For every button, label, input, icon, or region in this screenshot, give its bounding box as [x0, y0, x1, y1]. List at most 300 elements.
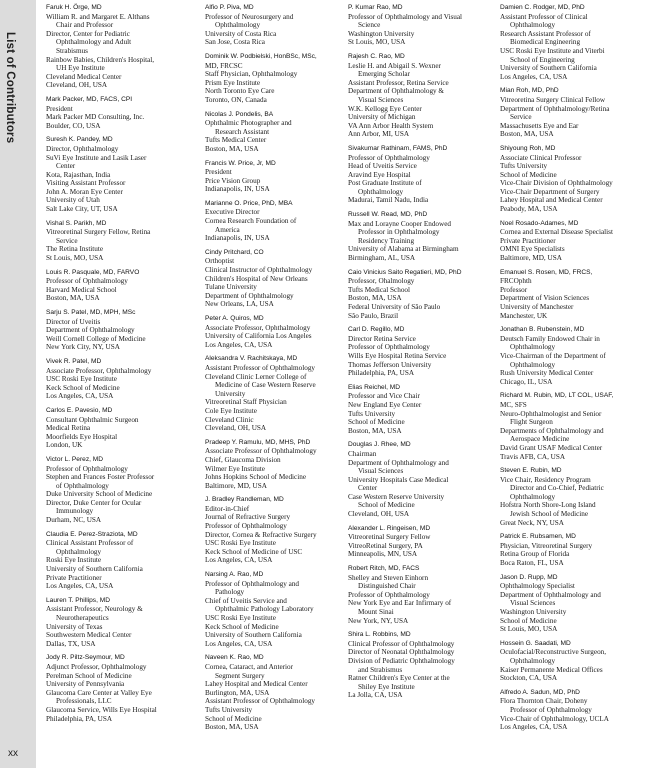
contributor-affiliation-line: Ophthalmology	[510, 656, 556, 665]
contributor-affiliation-line: New England Eye Center	[348, 400, 422, 409]
contributor-name: Claudia E. Perez-Straziota, MD	[46, 530, 138, 538]
contributor-affiliation-line: Boston, MA, USA	[348, 294, 402, 303]
contributor-entry	[46, 269, 196, 303]
contributor-affiliation-line: New Orleans, LA, USA	[205, 300, 274, 309]
contributor-affiliation-line: Los Angeles, CA, USA	[205, 340, 273, 349]
contributor-affiliation-line: America	[215, 225, 240, 234]
contributor-affiliation-line: VitreoRetinal Surgery, PA	[348, 541, 423, 550]
contributor-name: Douglas J. Rhee, MD	[348, 441, 411, 449]
contributor-affiliation-line: Immunology	[56, 507, 94, 516]
contributor-affiliation-line: Professor of Ophthalmology and	[205, 579, 300, 588]
contributor-affiliation-line: Ophthalmic Photographer and	[205, 119, 292, 128]
contributor-affiliation-line: Los Angeles, CA, USA	[46, 582, 114, 591]
contributor-entry	[205, 654, 355, 731]
contributor-entry	[500, 269, 650, 321]
contributor-entry	[348, 631, 498, 700]
contributor-affiliation-line: President	[46, 104, 73, 113]
contributor-affiliation-line: Tufts Medical Center	[205, 136, 267, 145]
contributor-name: Robert Ritch, MD, FACS	[348, 565, 420, 573]
contributor-entry	[348, 145, 498, 205]
contributor-affiliation-line: Los Angeles, CA, USA	[500, 72, 568, 81]
contributor-entry	[205, 571, 355, 648]
contributor-affiliation-line: Ophthalmology	[510, 21, 556, 30]
contributor-affiliation-line: Vice-Chair of Ophthalmology, UCLA	[500, 714, 609, 723]
contributor-affiliation-line: Professor of Ophthalmology	[46, 464, 128, 473]
contributor-affiliation-line: Assistant Professor, Neurology &	[46, 605, 143, 614]
contributors-column-4	[500, 4, 650, 738]
contributor-affiliation-line: Flight Surgeon	[510, 418, 553, 427]
contributor-affiliation-line: Cleveland Clinic Lerner College of	[205, 372, 307, 381]
contributor-affiliation-line: Chicago, IL, USA	[500, 377, 553, 386]
contributor-affiliation-line: Jewish School of Medicine	[510, 510, 589, 519]
contributor-affiliation-line: Mark Packer MD Consulting, Inc.	[46, 113, 145, 122]
contributor-affiliation-line: Massachusetts Eye and Ear	[500, 121, 579, 130]
contributor-affiliation-line: Washington University	[500, 608, 567, 616]
contributor-entry	[46, 136, 196, 213]
contributor-affiliation-line: Prism Eye Institute	[205, 78, 261, 87]
contributor-affiliation-line: Professor of Ophthalmology	[348, 153, 430, 162]
contributor-affiliation-line: Professor of Ophthalmology	[348, 590, 430, 599]
contributor-name: Suresh K. Pandey, MD	[46, 136, 113, 144]
page-number: xx	[8, 748, 18, 759]
contributor-affiliation-line: Leslie H. and Abigail S. Wexner	[348, 61, 441, 70]
contributor-name: Jason D. Rupp, MD	[500, 573, 558, 581]
contributor-affiliation-line: Ophthalmology	[215, 21, 261, 30]
contributor-affiliation-line: Kaiser Permanente Medical Offices	[500, 665, 603, 674]
contributor-affiliation-line: Cleveland, OH, USA	[348, 510, 410, 519]
contributor-entry	[500, 4, 650, 81]
contributor-affiliation-line: Los Angeles, CA, USA	[46, 392, 114, 401]
contributor-affiliation-line: Professor of Ophthalmology	[46, 277, 128, 286]
contributor-affiliation-line: Boston, MA, USA	[500, 130, 554, 139]
contributor-name: Jody R. Piltz-Seymour, MD	[46, 654, 125, 662]
contributor-affiliation-line: University of Pennsylvania	[46, 680, 125, 689]
contributor-affiliation-line: Lahey Hospital and Medical Center	[500, 196, 603, 205]
contributor-affiliation-line: New York City, NY, USA	[46, 343, 120, 352]
contributor-affiliation-line: Los Angeles, CA, USA	[205, 556, 273, 565]
contributor-entry	[46, 309, 196, 352]
contributor-affiliation-line: Keck School of Medicine of USC	[205, 547, 303, 556]
contributor-name: Richard M. Rubin, MD, LT COL, USAF,	[500, 392, 614, 400]
contributor-affiliation-line: Research Assistant	[215, 127, 270, 136]
contributor-affiliation-line: Washington University	[348, 29, 415, 38]
contributor-affiliation-line: Chief, Glaucoma Division	[205, 455, 281, 464]
contributor-affiliation-line: Baltimore, MD, USA	[500, 254, 562, 263]
contributor-name: Elias Reichel, MD	[348, 383, 401, 391]
contributor-affiliation-line: OMNI Eye Specialists	[500, 245, 565, 254]
contributor-affiliation-line: of Ophthalmology	[56, 481, 109, 490]
contributor-affiliation-line: Shiley Eye Institute	[358, 682, 415, 691]
contributor-affiliation-line: Philadelphia, PA, USA	[46, 714, 113, 723]
contributor-affiliation-line: Pathology	[215, 588, 245, 597]
contributor-affiliation-line: Lahey Hospital and Medical Center	[205, 680, 308, 689]
contributor-affiliation-line: Salt Lake City, UT, USA	[46, 205, 118, 214]
contributor-name: Narsing A. Rao, MD	[205, 571, 264, 579]
contributor-affiliation-line: The Retina Institute	[46, 245, 104, 254]
contributor-entry	[205, 315, 355, 349]
contributor-name: J. Bradley Randleman, MD	[205, 496, 284, 504]
contributor-affiliation-line: Aerospace Medicine	[510, 435, 570, 444]
contributor-name: Alfio P. Piva, MD	[205, 4, 254, 11]
contributors-column-3	[348, 4, 498, 706]
contributors-column-2	[205, 4, 355, 738]
contributor-name: Vishal S. Parikh, MD	[46, 219, 107, 227]
contributor-entry	[500, 689, 650, 732]
contributor-affiliation-line: President	[205, 168, 232, 177]
contributor-name: Victor L. Perez, MD	[46, 455, 104, 463]
contributor-affiliation-line: Director and Co-Chief, Pediatric	[510, 484, 604, 493]
contributor-affiliation-line: Editor-in-Chief	[205, 504, 250, 513]
contributor-name: Dominik W. Podbielski, HonBSc, MSc,	[205, 52, 317, 60]
contributor-name: Cindy Pritchard, CO	[205, 248, 264, 256]
contributor-affiliation-line: School of Medicine	[205, 714, 262, 723]
contributor-affiliation-line: Cleveland Clinic	[205, 415, 254, 424]
contributor-affiliation-line: Minneapolis, MN, USA	[348, 550, 418, 559]
contributor-affiliation-line: Dallas, TX, USA	[46, 639, 96, 648]
contributor-affiliation-line: Consultant Ophthalmic Surgeon	[46, 415, 139, 424]
contributor-entry	[348, 384, 498, 436]
contributor-affiliation-line: Ophthalmology	[510, 360, 556, 369]
contributor-name: Nicolas J. Pondelis, BA	[205, 110, 274, 118]
contributor-affiliation-line: New York Eye and Ear Infirmary of	[348, 599, 452, 608]
contributor-name: Sarju S. Patel, MD, MPH, MSc	[46, 309, 136, 316]
contributor-affiliation-line: Vice-Chairman of the Department of	[500, 351, 606, 360]
contributor-entry	[500, 145, 650, 214]
contributor-name: Jonathan B. Rubenstein, MD	[500, 326, 585, 334]
contributor-affiliation-line: Stockton, CA, USA	[500, 674, 558, 683]
contributor-affiliation-line: School of Medicine	[500, 616, 557, 625]
contributor-name: Lauren T. Phillips, MD	[46, 596, 111, 604]
contributor-affiliation-line: Kota, Rajasthan, India	[46, 170, 111, 179]
contributor-name: Mark Packer, MD, FACS, CPI	[46, 95, 133, 103]
contributor-affiliation-line: David Grant USAF Medical Center	[500, 443, 603, 452]
contributor-name: Louis R. Pasquale, MD, FARVO	[46, 268, 140, 276]
contributor-affiliation-line: Moorfields Eye Hospital	[46, 432, 118, 441]
contributor-entry	[500, 326, 650, 386]
contributor-affiliation-line: São Paulo, Brazil	[348, 311, 399, 320]
contributor-affiliation-line: Department of Ophthalmology	[205, 291, 294, 300]
contributor-affiliation-line: Ophthalmology Specialist	[500, 582, 575, 591]
contributor-affiliation-line: San Jose, Costa Rica	[205, 38, 265, 47]
contributor-affiliation-line: Tulane University	[205, 283, 257, 292]
contributor-affiliation-line: Director, Duke Center for Ocular	[46, 498, 142, 507]
contributor-affiliation-line: Professor of Ophthalmology and Visual	[348, 12, 463, 21]
contributor-affiliation-line: Ann Arbor, MI, USA	[348, 130, 410, 139]
contributor-affiliation-line: Center	[358, 484, 378, 493]
contributor-name: Patrick E. Rubsamen, MD	[500, 533, 576, 541]
contributors-column-1	[46, 4, 196, 729]
contributor-affiliation-line: University of Southern California	[205, 631, 302, 640]
contributor-affiliation-line: Boston, MA, USA	[46, 294, 100, 303]
contributor-name: Naveen K. Rao, MD	[205, 654, 264, 662]
contributor-affiliation-line: University of Texas	[46, 622, 103, 631]
contributor-affiliation-line: Vitreoretinal Surgery Fellow	[348, 533, 431, 542]
contributor-affiliation-line: Madurai, Tamil Nadu, India	[348, 196, 429, 205]
contributor-affiliation-line: Cornea and External Disease Specialist	[500, 228, 613, 237]
running-head: List of Contributors	[4, 32, 16, 144]
contributor-affiliation-line: Burlington, MA, USA	[205, 688, 270, 697]
contributor-affiliation-line: Tufts University	[348, 409, 396, 418]
contributor-entry	[348, 565, 498, 625]
sidebar	[0, 0, 36, 768]
contributor-affiliation-line: Clinical Professor of Ophthalmology	[348, 639, 455, 648]
contributor-affiliation-line: USC Roski Eye Institute	[205, 539, 276, 548]
contributor-affiliation-line: Department of Ophthalmology &	[348, 87, 445, 96]
contributor-affiliation-line: University of Costa Rica	[205, 29, 277, 38]
contributor-affiliation-line: Johns Hopkins School of Medicine	[205, 473, 307, 482]
contributor-name: Carlos E. Pavesio, MD	[46, 406, 113, 414]
contributor-name: Mian Roh, MD, PhD	[500, 87, 559, 95]
contributor-affiliation-line: Department of Ophthalmology and	[348, 458, 449, 467]
contributor-affiliation-line: University of California Los Angeles	[205, 332, 312, 341]
contributor-affiliation-line: Vitreoretinal Staff Physician	[205, 398, 287, 407]
contributor-affiliation-line: Travis AFB, CA, USA	[500, 452, 566, 461]
contributor-affiliation-line: Cornea Research Foundation of	[205, 217, 297, 226]
contributor-affiliation-line: Ratner Children's Eye Center at the	[348, 674, 450, 683]
contributor-affiliation-line: Associate Professor of Ophthalmology	[205, 447, 317, 456]
contributor-entry	[500, 87, 650, 139]
contributor-affiliation-line: Southwestern Medical Center	[46, 631, 132, 640]
contributor-affiliation-line: Neurotherapeutics	[56, 614, 109, 622]
contributor-affiliation-line: Chairman	[348, 449, 377, 458]
contributor-affiliation-line: Orthoptist	[205, 257, 235, 266]
contributor-name: Rajesh C. Rao, MD	[348, 52, 405, 60]
contributor-affiliation-line: Physician, Vitreoretinal Surgery	[500, 541, 593, 550]
contributor-affiliation-line: Durham, NC, USA	[46, 516, 102, 525]
contributor-entry	[500, 640, 650, 683]
contributor-affiliation-line: Visiting Assistant Professor	[46, 179, 126, 188]
contributor-name: Russell W. Read, MD, PhD	[348, 211, 428, 219]
contributor-affiliation-line: Assistant Professor of Ophthalmology	[205, 697, 316, 706]
contributor-affiliation-line: Residency Training	[358, 236, 415, 245]
contributor-name: Emanuel S. Rosen, MD, FRCS,	[500, 268, 593, 276]
contributor-affiliation-line: University of Utah	[46, 196, 100, 205]
contributor-affiliation-line: Director Retina Service	[348, 334, 416, 343]
contributor-affiliation-line: St Louis, MO, USA	[348, 38, 406, 47]
contributor-affiliation-line: Tufts University	[500, 162, 548, 171]
contributor-entry	[205, 249, 355, 309]
contributor-affiliation-line: Service	[56, 236, 78, 245]
contributor-entry	[205, 355, 355, 432]
contributor-affiliation-line: Adjunct Professor, Ophthalmology	[46, 662, 147, 671]
contributor-affiliation-line: Federal University of São Paulo	[348, 303, 441, 311]
contributor-entry	[500, 392, 650, 461]
contributor-affiliation-line: Medical Retina	[46, 424, 91, 433]
contributor-affiliation-line: William R. and Margaret E. Althans	[46, 12, 150, 21]
contributor-affiliation-line: University Hospitals Case Medical	[348, 475, 449, 484]
contributor-affiliation-line: Assistant Professor of Clinical	[500, 12, 588, 21]
contributor-entry	[500, 574, 650, 634]
contributor-affiliation-line: Indianapolis, IN, USA	[205, 234, 270, 243]
contributor-affiliation-line: Max and Lorayne Cooper Endowed	[348, 219, 451, 228]
contributor-affiliation-line: Los Angeles, CA, USA	[205, 639, 273, 648]
contributor-name: Caio Vinicius Saito Regatieri, MD, PhD	[348, 268, 462, 276]
contributor-affiliation-line: Chair and Professor	[56, 21, 114, 30]
contributor-affiliation-line: Boston, MA, USA	[205, 723, 259, 732]
contributor-affiliation-line: Director of Neonatal Ophthalmology	[348, 648, 455, 657]
contributor-entry	[205, 496, 355, 565]
contributor-affiliation-line: Children's Hospital of New Orleans	[205, 274, 308, 283]
contributor-affiliation-line: Glaucoma Care Center at Valley Eye	[46, 688, 152, 697]
contributor-affiliation-line: Duke University School of Medicine	[46, 490, 153, 499]
contributor-affiliation-line: St Louis, MO, USA	[46, 254, 104, 263]
contributor-entry	[46, 456, 196, 525]
contributor-affiliation-line: Professor of Ophthalmology	[348, 343, 430, 352]
contributor-affiliation-line: Vitreoretinal Surgery Fellow, Retina	[46, 228, 151, 237]
contributor-affiliation-line: Department of Ophthalmology	[46, 326, 135, 335]
contributor-entry	[46, 407, 196, 450]
contributor-entry	[348, 326, 498, 378]
contributor-name: Francis W. Price, Jr, MD	[205, 159, 276, 167]
contributor-affiliation-line: MD, FRCSC	[205, 61, 243, 70]
contributor-entry	[205, 4, 355, 47]
contributor-affiliation-line: University	[215, 389, 246, 398]
contributor-name: P. Kumar Rao, MD	[348, 4, 403, 11]
contributor-affiliation-line: Vice-Chair Division of Ophthalmology	[500, 179, 613, 188]
contributor-affiliation-line: Associate Clinical Professor	[500, 153, 582, 162]
contributor-affiliation-line: Harvard Medical School	[46, 285, 117, 294]
contributor-affiliation-line: Tufts University	[205, 705, 253, 714]
contributor-entry	[46, 531, 196, 591]
contributor-affiliation-line: St Louis, MO, USA	[500, 625, 558, 634]
contributor-affiliation-line: Professor	[500, 285, 528, 294]
contributor-entry	[500, 467, 650, 527]
contributor-affiliation-line: University of Southern California	[46, 565, 143, 574]
contributor-affiliation-line: W.K. Kellogg Eye Center	[348, 104, 422, 113]
contributor-affiliation-line: Glaucoma Service, Wills Eye Hospital	[46, 705, 157, 714]
contributor-affiliation-line: University of Michigan	[348, 113, 416, 122]
contributor-entry	[500, 533, 650, 567]
contributor-affiliation-line: Rush University Medical Center	[500, 369, 594, 378]
contributor-name: Shira L. Robbins, MD	[348, 631, 411, 639]
contributor-entry	[205, 200, 355, 243]
contributor-entry	[500, 220, 650, 263]
contributor-affiliation-line: School of Medicine	[348, 418, 405, 427]
contributor-affiliation-line: Professor, Ohalmology	[348, 277, 415, 286]
contributor-affiliation-line: London, UK	[46, 441, 83, 450]
contributor-affiliation-line: Visual Sciences	[358, 467, 404, 476]
contributor-affiliation-line: Professor of Neurosurgery and	[205, 12, 294, 21]
contributor-affiliation-line: University of Southern California	[500, 64, 597, 73]
contributor-entry	[205, 160, 355, 194]
contributor-affiliation-line: Flora Thornton Chair, Doheny	[500, 697, 588, 706]
contributor-affiliation-line: Birmingham, AL, USA	[348, 254, 416, 263]
contributor-name: Vivek R. Patel, MD	[46, 357, 102, 365]
contributor-name: Pradeep Y. Ramulu, MD, MHS, PhD	[205, 438, 311, 446]
contributor-affiliation-line: Tufts Medical School	[348, 285, 411, 294]
contributor-affiliation-line: New York, NY, USA	[348, 616, 409, 625]
contributor-entry	[205, 439, 355, 491]
contributor-affiliation-line: Segment Surgery	[215, 671, 265, 680]
contributor-affiliation-line: Ophthalmology	[510, 343, 556, 352]
contributor-affiliation-line: USC Roski Eye Institute	[46, 375, 117, 384]
contributor-affiliation-line: Journal of Refractive Surgery	[205, 513, 291, 522]
contributor-affiliation-line: Baltimore, MD, USA	[205, 481, 267, 490]
contributor-name: Carl D. Regillo, MD	[348, 326, 405, 334]
contributor-affiliation-line: Head of Uveitis Service	[348, 162, 417, 171]
contributor-affiliation-line: Executive Director	[205, 208, 260, 217]
contributor-affiliation-line: Perelman School of Medicine	[46, 671, 132, 680]
contributor-affiliation-line: Wilmer Eye Institute	[205, 464, 265, 473]
contributor-affiliation-line: School of Medicine	[500, 170, 557, 179]
contributor-entry	[348, 4, 498, 47]
contributor-affiliation-line: Cornea, Cataract, and Anterior	[205, 662, 294, 671]
contributor-affiliation-line: Private Practitioner	[46, 573, 102, 582]
contributor-name: Hossein G. Saadati, MD	[500, 639, 571, 647]
contributor-affiliation-line: USC Roski Eye Institute and Viterbi	[500, 46, 605, 55]
contributor-affiliation-line: Strabismus	[56, 46, 88, 55]
contributor-affiliation-line: Medicine of Case Western Reserve	[215, 381, 316, 390]
contributor-affiliation-line: Ophthalmology	[358, 187, 404, 196]
contributor-affiliation-line: Department of Ophthalmology/Retina	[500, 104, 610, 113]
contributor-affiliation-line: Wills Eye Hospital Retina Service	[348, 351, 447, 360]
contributor-affiliation-line: Boulder, CO, USA	[46, 121, 101, 130]
contributor-affiliation-line: Post Graduate Institute of	[348, 179, 422, 188]
contributor-entry	[46, 358, 196, 401]
contributor-affiliation-line: Mount Sinai	[358, 608, 394, 616]
contributor-entry	[348, 269, 498, 321]
contributor-affiliation-line: Oculofacial/Reconstructive Surgeon,	[500, 648, 607, 657]
contributor-affiliation-line: Boston, MA, USA	[205, 144, 259, 153]
contributor-affiliation-line: Toronto, ON, Canada	[205, 95, 267, 104]
contributor-affiliation-line: Price Vision Group	[205, 176, 261, 185]
contributor-affiliation-line: Visual Sciences	[510, 599, 556, 608]
contributor-affiliation-line: School of Medicine	[358, 501, 415, 510]
contributor-entry	[46, 220, 196, 263]
contributor-affiliation-line: Shelley and Steven Einhorn	[348, 573, 429, 582]
contributor-affiliation-line: Ophthalmic Pathology Laboratory	[215, 605, 314, 614]
contributor-entry	[205, 53, 355, 105]
contributor-affiliation-line: Neuro-Ophthalmologist and Senior	[500, 409, 602, 418]
contributor-affiliation-line: Case Western Reserve University	[348, 492, 445, 501]
contributor-affiliation-line: Vice-Chair Department of Surgery	[500, 187, 600, 196]
contributor-entry	[348, 53, 498, 139]
contributor-affiliation-line: Science	[358, 21, 381, 30]
contributor-affiliation-line: Center	[56, 162, 76, 171]
contributor-affiliation-line: Aravind Eye Hospital	[348, 170, 411, 179]
contributor-affiliation-line: School of Engineering	[510, 55, 575, 64]
contributor-affiliation-line: Professor of Ophthalmology	[510, 705, 592, 714]
contributor-affiliation-line: North Toronto Eye Care	[205, 87, 275, 96]
contributor-affiliation-line: Weill Cornell College of Medicine	[46, 334, 146, 343]
contributor-affiliation-line: Staff Physician, Ophthalmology	[205, 70, 298, 79]
contributor-affiliation-line: University of Alabama at Birmingham	[348, 245, 459, 254]
contributor-affiliation-line: Distinguished Chair	[358, 582, 416, 591]
contributor-entry	[348, 525, 498, 559]
contributor-affiliation-line: Ophthalmology	[510, 492, 556, 501]
contributor-affiliation-line: USC Roski Eye Institute	[205, 614, 276, 622]
contributor-entry	[46, 654, 196, 723]
contributor-name: Alexander L. Ringeisen, MD	[348, 524, 431, 532]
contributor-affiliation-line: Director, Ophthalmology	[46, 144, 119, 153]
contributor-affiliation-line: SuVi Eye Institute and Lasik Laser	[46, 153, 147, 162]
contributor-name: Sivakumar Rathinam, FAMS, PhD	[348, 144, 448, 152]
contributor-affiliation-line: Philadelphia, PA, USA	[348, 369, 415, 378]
contributor-affiliation-line: Great Neck, NY, USA	[500, 518, 564, 527]
contributor-entry	[46, 4, 196, 90]
contributor-affiliation-line: Cleveland, OH, USA	[46, 81, 108, 90]
contributor-entry	[46, 597, 196, 649]
contributor-affiliation-line: John A. Moran Eye Center	[46, 187, 123, 196]
contributor-affiliation-line: Cleveland, OH, USA	[205, 424, 267, 433]
contributor-affiliation-line: Vitreoretina Surgery Clinical Fellow	[500, 95, 606, 104]
contributor-name: Peter A. Quiros, MD	[205, 315, 264, 322]
contributor-affiliation-line: Director of Uveitis	[46, 317, 101, 326]
contributor-name: Shiyoung Roh, MD	[500, 144, 556, 152]
contributor-affiliation-line: Division of Pediatric Ophthalmology	[348, 656, 455, 665]
contributor-affiliation-line: Vice Chair, Residency Program	[500, 475, 591, 484]
contributor-name: Faruk H. Örge, MD	[46, 4, 102, 11]
